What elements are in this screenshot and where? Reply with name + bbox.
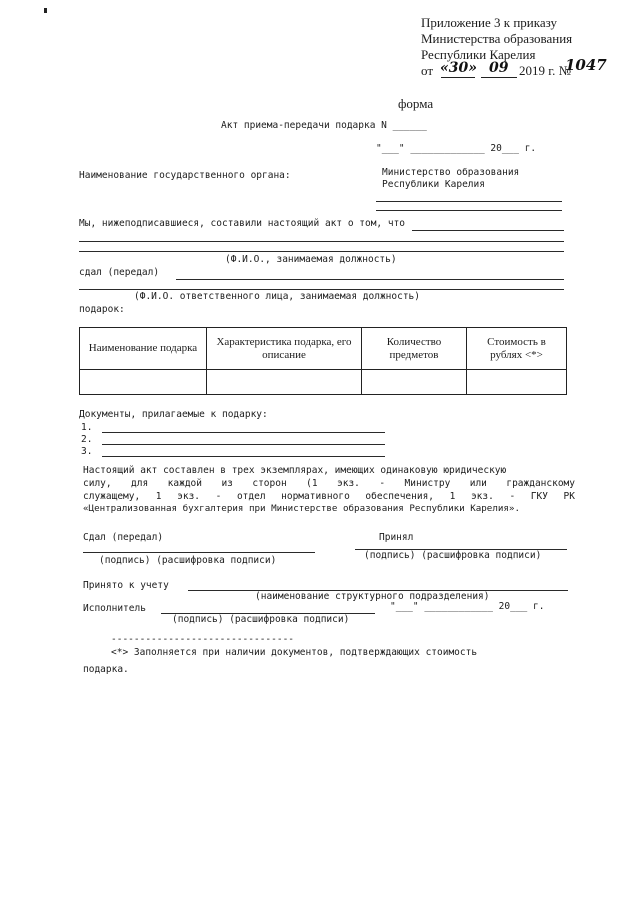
appendix-number: 1047 (565, 56, 607, 74)
gift-table-cell[interactable] (362, 370, 467, 395)
gift-table-header: Характеристика подарка, его описание (207, 328, 362, 370)
form-label: форма (398, 96, 434, 111)
gift-table-cell[interactable] (467, 370, 567, 395)
accepted-block-title: Принял (379, 532, 414, 543)
docs-item-line (102, 456, 385, 457)
gift-table-header: Стоимость в рублях <*> (467, 328, 567, 370)
gift-table-cell[interactable] (80, 370, 207, 395)
handed-underline (176, 279, 564, 280)
org-label: Наименование государственного органа: (79, 170, 291, 181)
appendix-line-2: Министерства образования (421, 31, 573, 46)
act-date-line: "___" _____________ 20___ г. (376, 143, 537, 154)
gift-table-header: Наименование подарка (80, 328, 207, 370)
act-paragraph-line: Настоящий акт составлен в трех экземплярах, имеющих одинаковую юридическую (83, 465, 507, 476)
handed-signature-caption: (подпись) (расшифровка подписи) (99, 555, 277, 566)
appendix-line-3: Республики Карелия (421, 47, 536, 62)
gift-label: подарок: (79, 304, 125, 315)
org-underline-2 (376, 210, 562, 211)
executor-date: "___" ____________ 20___ г. (390, 601, 545, 612)
appendix-year: 2019 г. № (519, 63, 572, 78)
accounting-label: Принято к учету (83, 580, 169, 591)
appendix-month-underline (481, 77, 517, 78)
appendix-header (421, 15, 607, 81)
docs-item-line (102, 444, 385, 445)
docs-item: 1. (81, 422, 93, 433)
fill-line-1 (79, 241, 564, 242)
org-value-2: Республики Карелия (382, 179, 485, 190)
gift-table-row (80, 370, 567, 395)
handed-signature-line[interactable] (83, 552, 315, 553)
gift-table-header-row (80, 328, 567, 370)
appendix-month: 09 (489, 60, 509, 76)
scan-speck (44, 8, 47, 13)
resp-caption: (Ф.И.О. ответственного лица, занимаемая должность) (134, 291, 420, 302)
appendix-line-1: Приложение 3 к приказу (421, 15, 558, 30)
act-paragraph-line: силу, для каждой из сторон (1 экз. - Министру или гражданскому (83, 478, 575, 489)
docs-label: Документы, прилагаемые к подарку: (79, 409, 268, 420)
unit-caption: (наименование структурного подразделения) (255, 591, 490, 602)
act-title: Акт приема-передачи подарка N ______ (221, 120, 427, 131)
act-paragraph-line: «Централизованная бухгалтерия при Министерстве образования Республики Карелия». (83, 503, 520, 514)
gift-table-header: Количество предметов (362, 328, 467, 370)
appendix-day: «30» (440, 60, 477, 76)
we-underline (412, 230, 564, 231)
docs-item: 2. (81, 434, 93, 445)
fill-line-3 (79, 289, 564, 290)
appendix-date-line (421, 56, 607, 81)
appendix-from: от (421, 63, 434, 78)
fio-caption: (Ф.И.О., занимаемая должность) (225, 254, 397, 265)
gift-table-cell[interactable] (207, 370, 362, 395)
we-text: Мы, нижеподписавшиеся, составили настоящий акт о том, что (79, 218, 406, 229)
footnote-rule: -------------------------------- (111, 634, 295, 645)
handed-label: сдал (передал) (79, 267, 160, 278)
executor-label: Исполнитель (83, 603, 146, 614)
fill-line-2 (79, 251, 564, 252)
act-paragraph-line: служащему, 1 экз. - отдел нормативного обеспечения, 1 экз. - ГКУ РК (83, 491, 575, 502)
executor-caption: (подпись) (расшифровка подписи) (172, 614, 350, 625)
docs-item-line (102, 432, 385, 433)
accepted-signature-caption: (подпись) (расшифровка подписи) (364, 550, 542, 561)
footnote-line-2: подарка. (83, 664, 129, 675)
org-value-1: Министерство образования (382, 167, 520, 178)
footnote-line-1: <*> Заполняется при наличии документов, подтверждающих стоимость (111, 647, 478, 658)
appendix-day-underline (441, 77, 475, 78)
docs-item: 3. (81, 446, 93, 457)
gift-table (79, 327, 567, 395)
handed-block-title: Сдал (передал) (83, 532, 164, 543)
org-underline-1 (376, 201, 562, 202)
